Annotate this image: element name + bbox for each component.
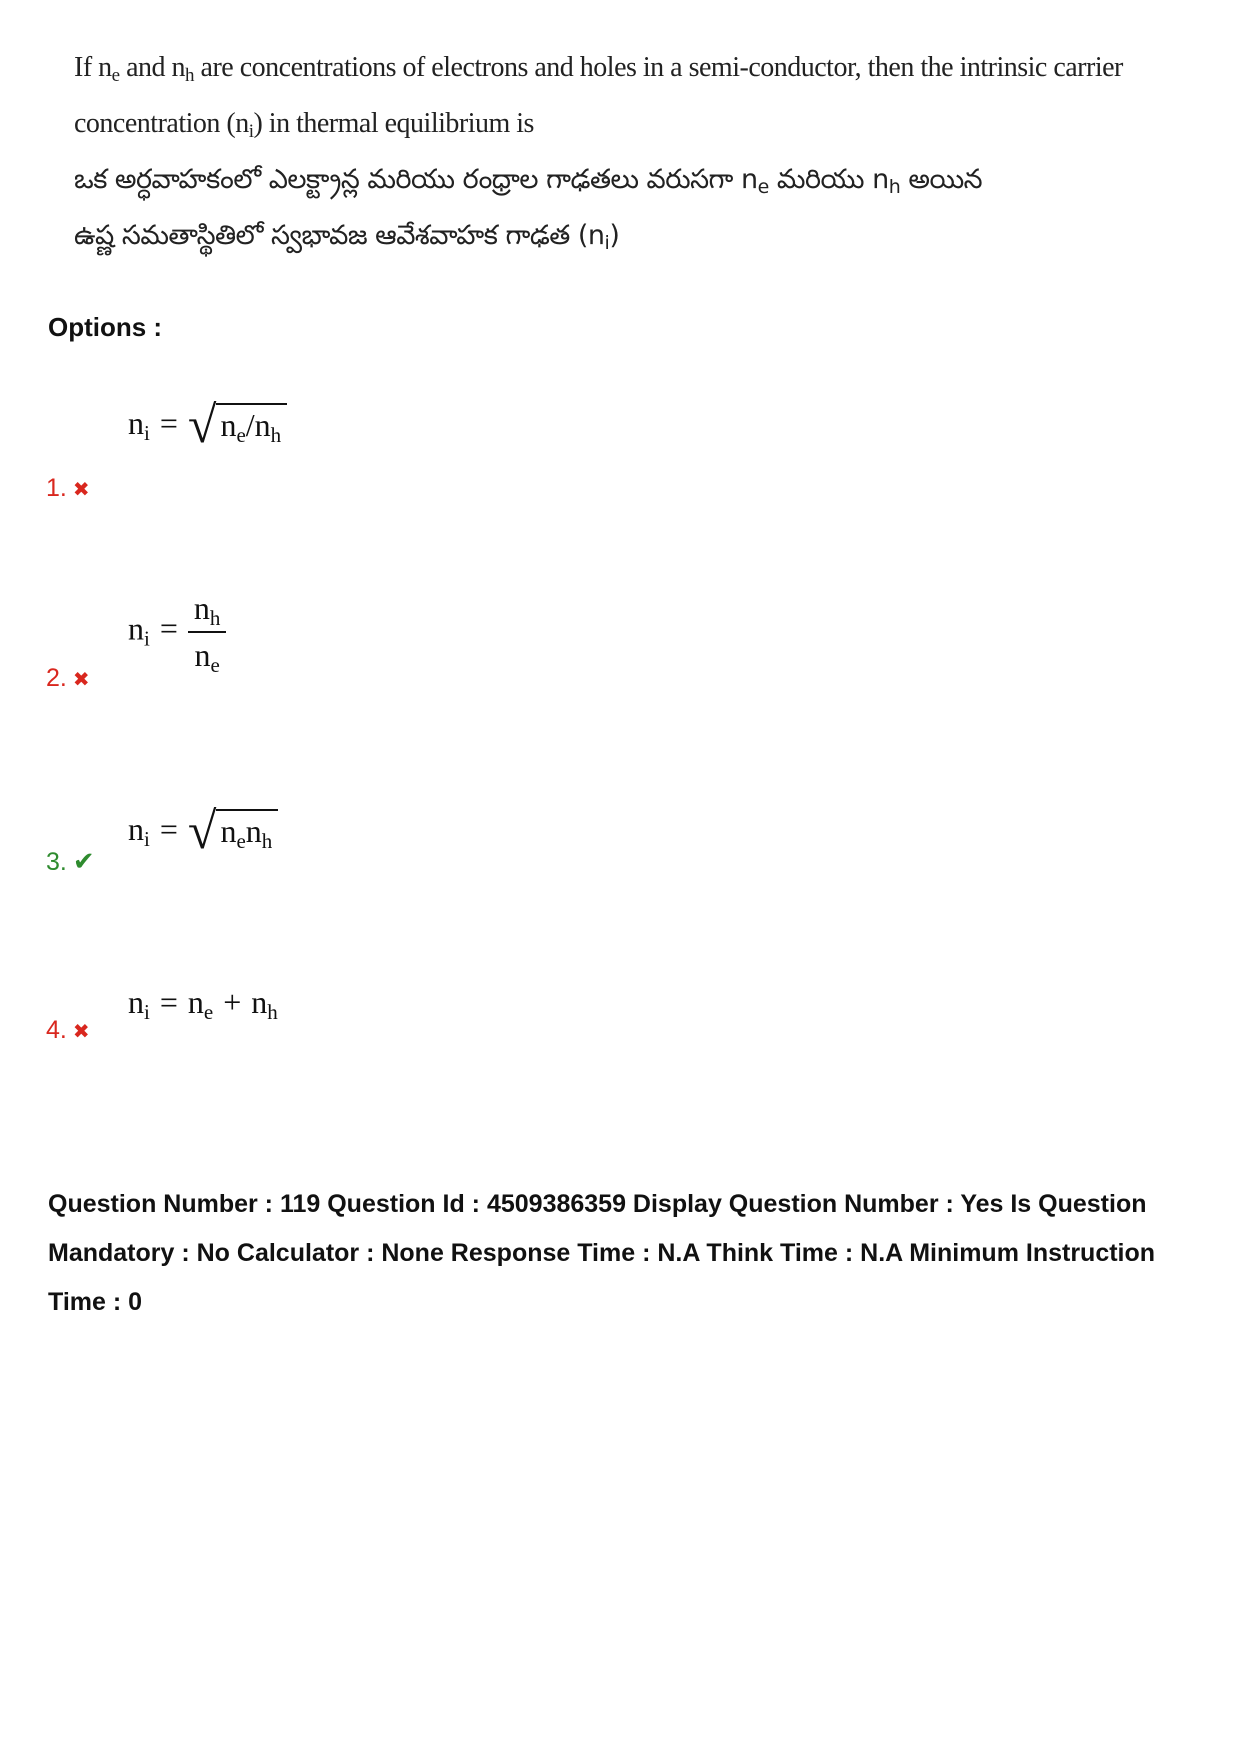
cross-icon: ✖ bbox=[72, 1021, 90, 1043]
question-metadata: Question Number : 119 Question Id : 4509386359 Display Question Number : Yes Is Question Mandatory : No Calculator : None Response Time : N.A Think Time : N.A Minimum Instruction Time : 0 bbox=[48, 1190, 1156, 1316]
option-2-marker: 2. ✖ bbox=[46, 664, 90, 692]
options-heading: Options : bbox=[48, 312, 163, 342]
question-line-1: If $n_e$ and $n_h$ are concentrations of electrons and holes in a semi-conductor, then the intrinsic carrier bbox=[74, 52, 1123, 86]
question-line-2: concentration $(n_i)$ in thermal equilibrium is bbox=[74, 108, 534, 142]
cross-icon: ✖ bbox=[72, 479, 90, 501]
sqrt-symbol: √ $n_en_h$ bbox=[188, 798, 278, 850]
option-2-formula: $n_i$ = $\frac{n_h}{n_e}$ bbox=[128, 590, 226, 674]
option-4-formula: $n_i = n_e + n_h$ bbox=[128, 984, 278, 1024]
fraction: $\frac{n_h}{n_e}$ bbox=[188, 590, 227, 674]
check-icon: ✔ bbox=[72, 846, 95, 876]
option-3-marker: 3. ✔ bbox=[46, 846, 95, 876]
question-text bbox=[74, 40, 1123, 264]
option-1-marker: 1. ✖ bbox=[46, 474, 90, 502]
option-4-marker: 4. ✖ bbox=[46, 1016, 90, 1044]
question-line-4-telugu: ఉష్ణ సమతాస్థితిలో స్వభావజ ఆవేశవాహక గాఢత $(n_i)$ bbox=[74, 220, 620, 254]
sqrt-symbol: √ $n_e/n_h$ bbox=[188, 392, 287, 444]
question-line-3-telugu: ఒక అర్ధవాహకంలో ఎలక్ట్రాన్ల మరియు రంధ్రాల గాఢతలు వరుసగా $n_e$ మరియు $n_h$ అయిన bbox=[74, 164, 983, 198]
cross-icon: ✖ bbox=[72, 669, 90, 691]
option-1-formula: $n_i$ = √ $n_e/n_h$ bbox=[128, 392, 287, 444]
option-3-formula: $n_i$ = √ $n_en_h$ bbox=[128, 798, 278, 850]
